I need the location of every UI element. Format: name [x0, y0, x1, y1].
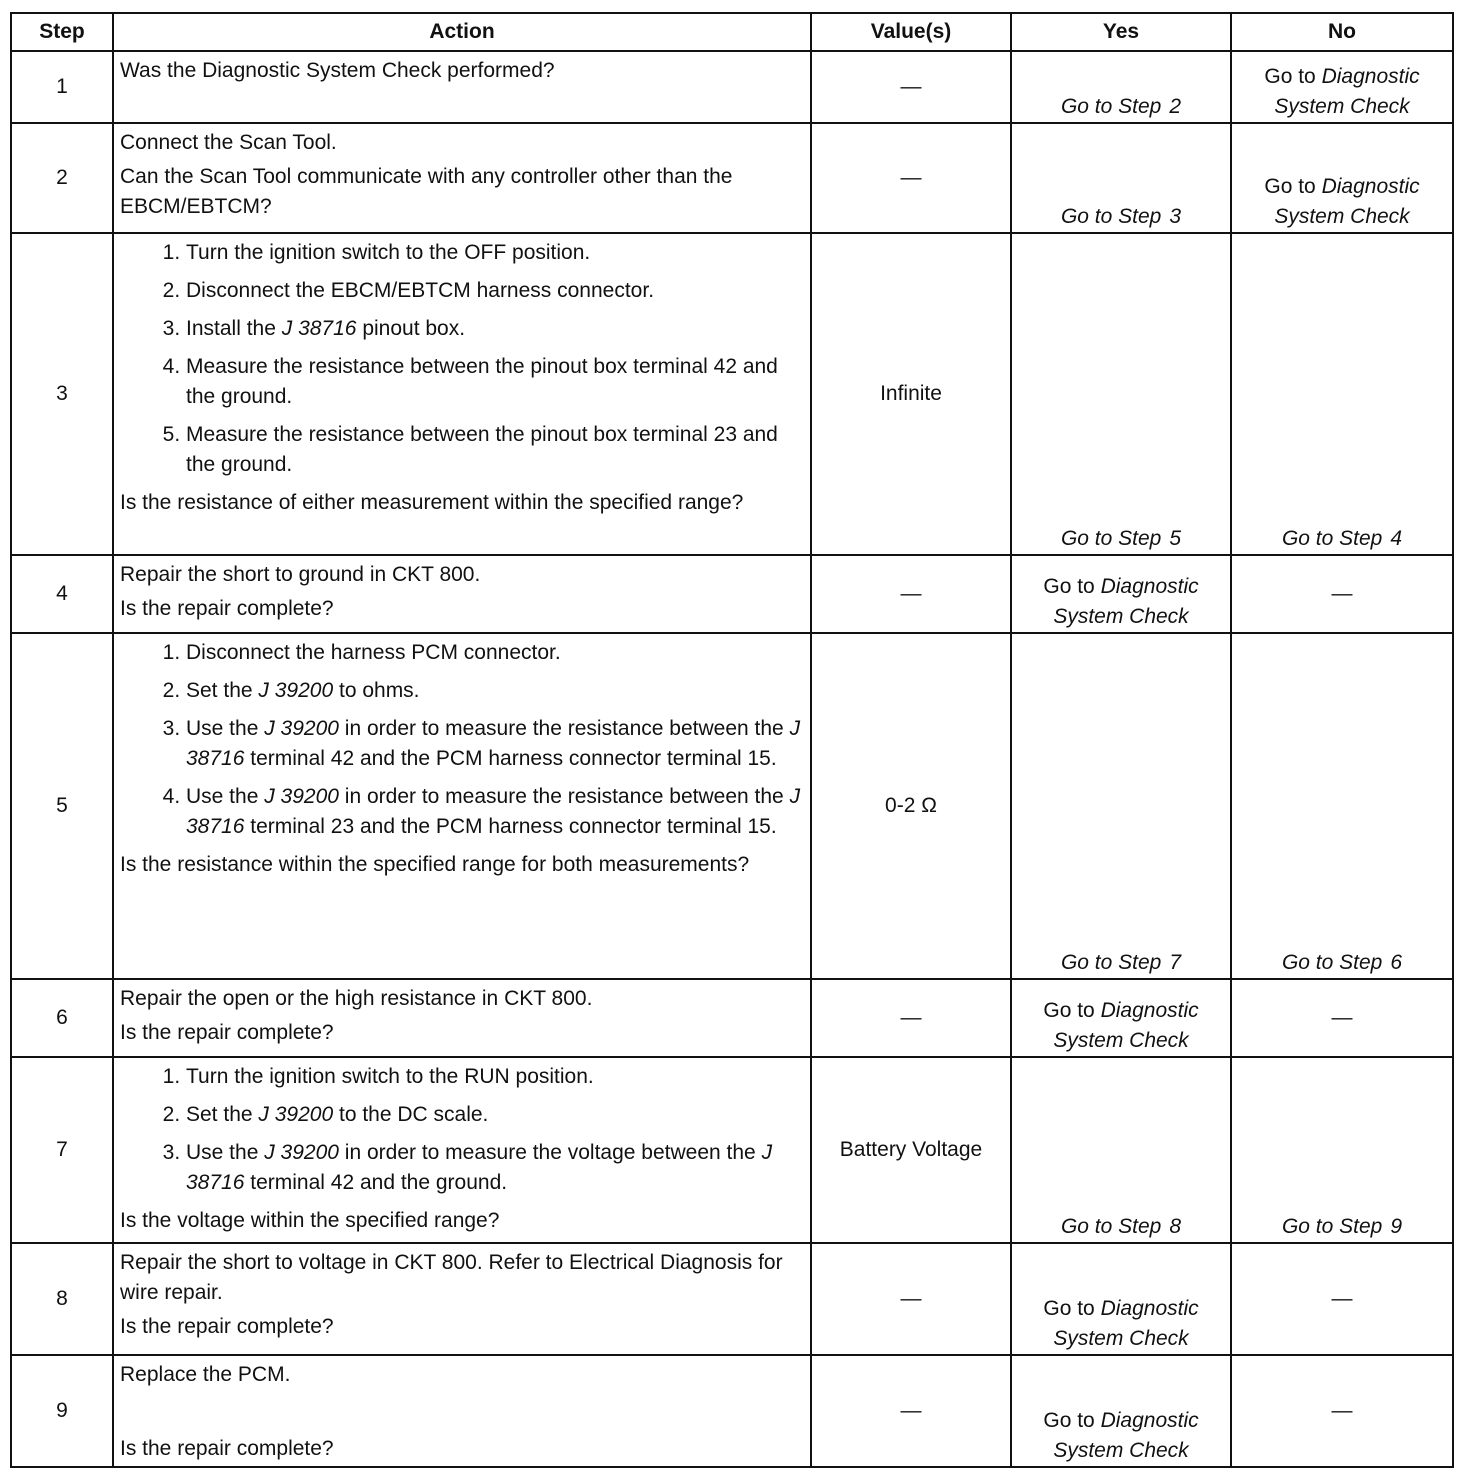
step-number: 4 — [11, 555, 113, 633]
action-question: Is the repair complete? — [120, 1437, 334, 1460]
action-list — [120, 238, 804, 480]
list-item: 3. Install the J 38716 pinout box. — [186, 314, 804, 344]
goto-step-link[interactable]: Go to Step 8 — [1060, 1215, 1182, 1238]
action-cell — [113, 233, 811, 555]
action-cell — [113, 979, 811, 1057]
goto-step-link[interactable]: Go to Step 3 — [1060, 205, 1182, 228]
goto-step-link[interactable]: Go to Step 2 — [1060, 95, 1182, 118]
list-item: 5. Measure the resistance between the pinout box terminal 23 and the ground. — [186, 420, 804, 480]
step-number: 2 — [11, 123, 113, 233]
action-question: Is the voltage within the specified range? — [120, 1209, 500, 1232]
header-no: No — [1231, 13, 1453, 51]
action-text: Repair the short to voltage in CKT 800. Refer to Electrical Diagnosis for wire repair. — [120, 1251, 783, 1304]
no-cell — [1231, 233, 1453, 555]
action-question: Was the Diagnostic System Check performed? — [120, 59, 555, 82]
value-cell: Infinite — [811, 233, 1011, 555]
action-question: Is the resistance of either measurement within the specified range? — [120, 491, 744, 514]
list-item: 4. Use the J 39200 in order to measure the resistance between the J 38716 terminal 23 and the PCM harness connector terminal 15. — [186, 782, 804, 842]
action-list — [120, 638, 804, 842]
table-row — [11, 233, 1453, 555]
no-cell: — — [1231, 979, 1453, 1057]
list-item: 2. Set the J 39200 to the DC scale. — [186, 1100, 804, 1130]
no-cell: — — [1231, 555, 1453, 633]
list-item: 3. Use the J 39200 in order to measure the voltage between the J 38716 terminal 42 and the ground. — [186, 1138, 804, 1198]
table-row — [11, 1243, 1453, 1355]
yes-cell — [1011, 979, 1231, 1057]
action-cell — [113, 51, 811, 123]
step-number: 9 — [11, 1355, 113, 1467]
action-text: Repair the short to ground in CKT 800. — [120, 563, 481, 586]
goto-step-link[interactable]: Go to Step 9 — [1281, 1215, 1403, 1238]
yes-cell — [1011, 555, 1231, 633]
yes-cell — [1011, 1057, 1231, 1243]
goto-diagnostic-link[interactable]: Go to Diagnostic System Check — [1043, 1409, 1199, 1462]
table-row — [11, 633, 1453, 979]
step-number: 6 — [11, 979, 113, 1057]
step-number: 3 — [11, 233, 113, 555]
goto-step-link[interactable]: Go to Step 6 — [1281, 951, 1403, 974]
value-cell: — — [811, 123, 1011, 233]
goto-step-link[interactable]: Go to Step 4 — [1281, 527, 1403, 550]
list-item: 3. Use the J 39200 in order to measure the resistance between the J 38716 terminal 42 and the PCM harness connector terminal 15. — [186, 714, 804, 774]
yes-cell — [1011, 233, 1231, 555]
no-cell: — — [1231, 1243, 1453, 1355]
step-number: 5 — [11, 633, 113, 979]
value-cell: — — [811, 51, 1011, 123]
no-cell — [1231, 51, 1453, 123]
action-question: Is the repair complete? — [120, 1315, 334, 1338]
table-row — [11, 1057, 1453, 1243]
action-text: Replace the PCM. — [120, 1363, 291, 1386]
table-row — [11, 979, 1453, 1057]
action-text: Repair the open or the high resistance in CKT 800. — [120, 987, 593, 1010]
list-item: 4. Measure the resistance between the pinout box terminal 42 and the ground. — [186, 352, 804, 412]
action-cell — [113, 123, 811, 233]
goto-diagnostic-link[interactable]: Go to Diagnostic System Check — [1043, 1297, 1199, 1350]
table-row — [11, 1355, 1453, 1467]
table-row — [11, 555, 1453, 633]
list-item: 1. Turn the ignition switch to the RUN position. — [186, 1062, 804, 1092]
value-cell: — — [811, 979, 1011, 1057]
value-cell: 0-2 Ω — [811, 633, 1011, 979]
goto-diagnostic-link[interactable]: Go to Diagnostic System Check — [1043, 999, 1199, 1052]
action-cell — [113, 633, 811, 979]
action-cell — [113, 1057, 811, 1243]
action-cell — [113, 1243, 811, 1355]
action-cell — [113, 1355, 811, 1467]
value-cell: — — [811, 1355, 1011, 1467]
value-cell: Battery Voltage — [811, 1057, 1011, 1243]
header-action: Action — [113, 13, 811, 51]
no-cell — [1231, 1057, 1453, 1243]
list-item: 2. Set the J 39200 to ohms. — [186, 676, 804, 706]
header-row — [11, 13, 1453, 51]
yes-cell — [1011, 1243, 1231, 1355]
spacer — [120, 1394, 804, 1430]
header-values: Value(s) — [811, 13, 1011, 51]
yes-cell — [1011, 123, 1231, 233]
yes-cell — [1011, 633, 1231, 979]
step-number: 1 — [11, 51, 113, 123]
table-row — [11, 123, 1453, 233]
action-cell — [113, 555, 811, 633]
list-item: 2. Disconnect the EBCM/EBTCM harness connector. — [186, 276, 804, 306]
action-question: Is the repair complete? — [120, 597, 334, 620]
step-number: 8 — [11, 1243, 113, 1355]
action-question: Is the resistance within the specified range for both measurements? — [120, 853, 750, 876]
goto-diagnostic-link[interactable]: Go to Diagnostic System Check — [1264, 175, 1420, 228]
no-cell: — — [1231, 1355, 1453, 1467]
goto-diagnostic-link[interactable]: Go to Diagnostic System Check — [1043, 575, 1199, 628]
goto-diagnostic-link[interactable]: Go to Diagnostic System Check — [1264, 65, 1420, 118]
yes-cell — [1011, 51, 1231, 123]
action-question: Is the repair complete? — [120, 1021, 334, 1044]
table-row — [11, 51, 1453, 123]
no-cell — [1231, 633, 1453, 979]
no-cell — [1231, 123, 1453, 233]
value-cell: — — [811, 555, 1011, 633]
value-cell: — — [811, 1243, 1011, 1355]
action-list — [120, 1062, 804, 1198]
list-item: 1. Turn the ignition switch to the OFF position. — [186, 238, 804, 268]
action-question: Can the Scan Tool communicate with any controller other than the EBCM/EBTCM? — [120, 165, 733, 218]
diagnostic-table — [10, 12, 1454, 1468]
header-step: Step — [11, 13, 113, 51]
action-text: Connect the Scan Tool. — [120, 131, 337, 154]
list-item: 1. Disconnect the harness PCM connector. — [186, 638, 804, 668]
yes-cell — [1011, 1355, 1231, 1467]
step-number: 7 — [11, 1057, 113, 1243]
goto-step-link[interactable]: Go to Step 7 — [1060, 951, 1182, 974]
header-yes: Yes — [1011, 13, 1231, 51]
goto-step-link[interactable]: Go to Step 5 — [1060, 527, 1182, 550]
